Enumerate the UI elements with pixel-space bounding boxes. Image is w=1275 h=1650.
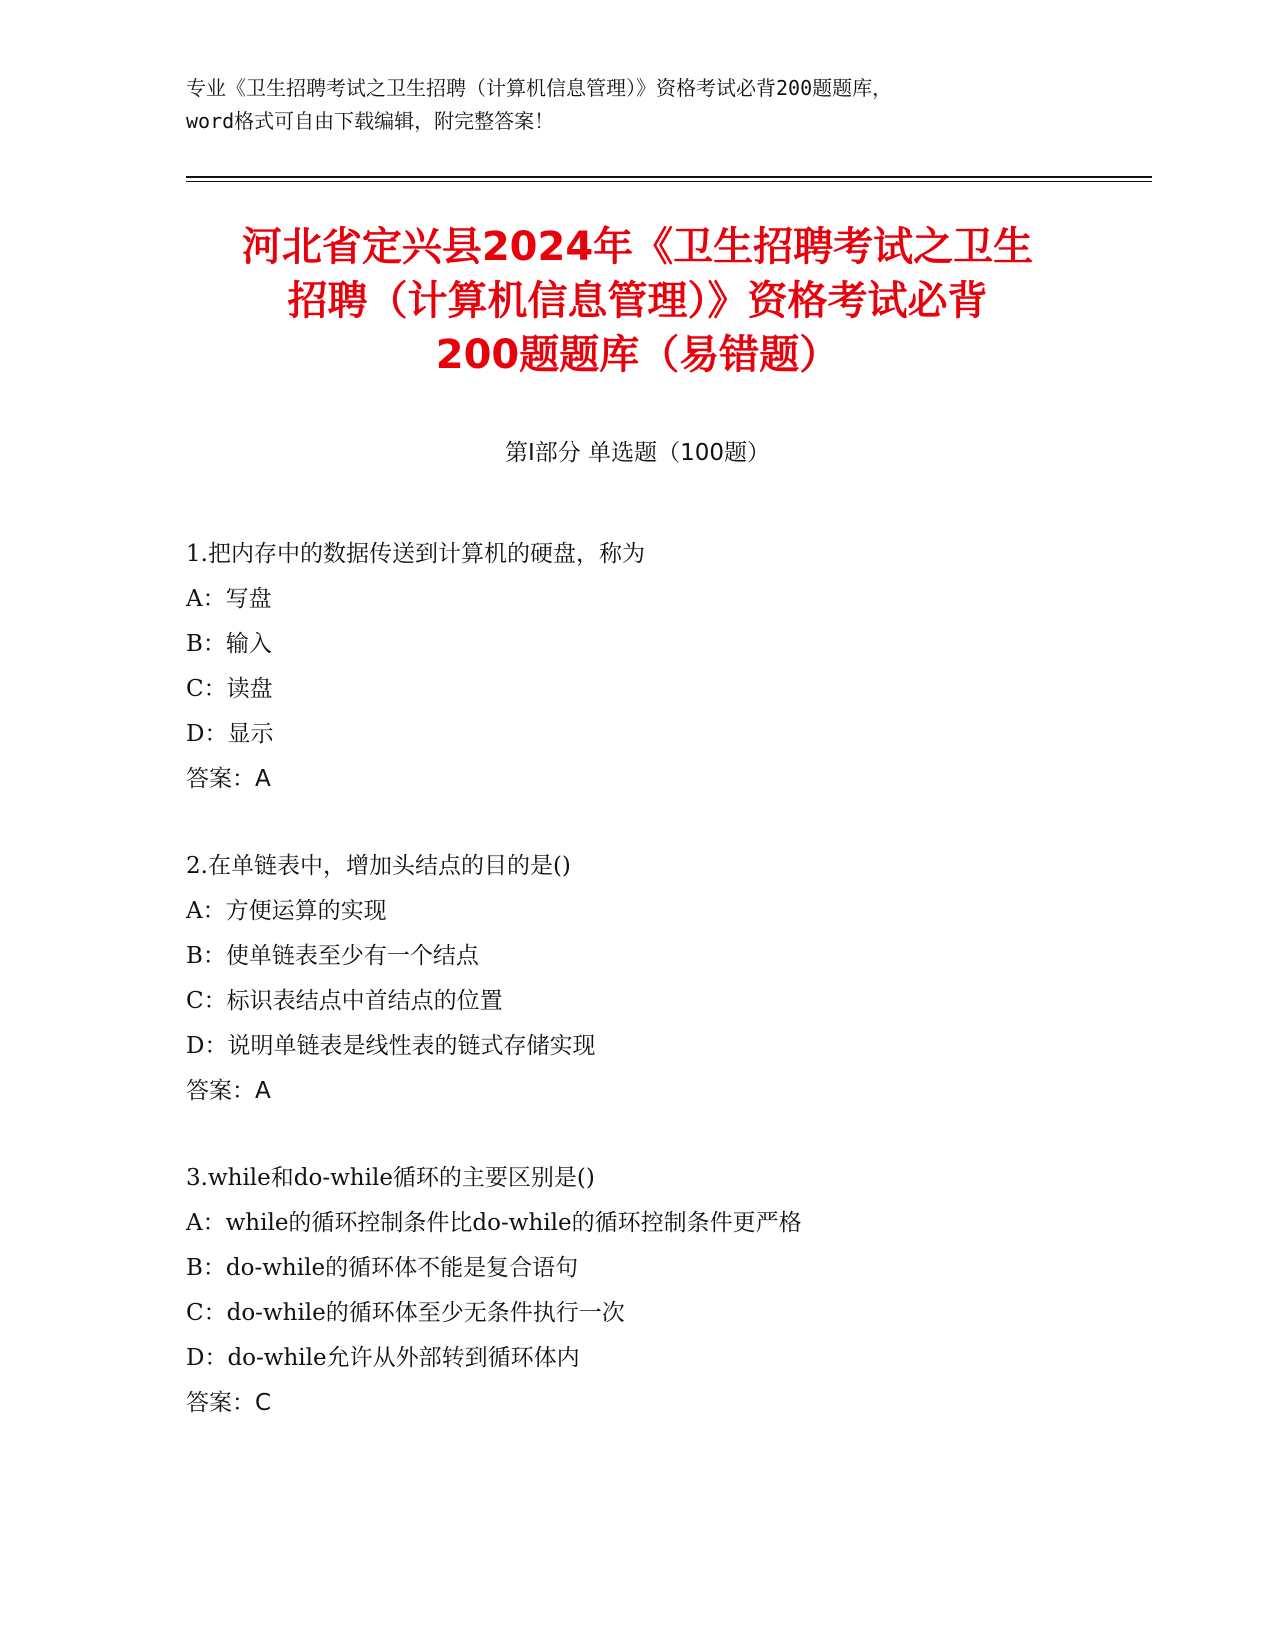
option-b: B：使单链表至少有一个结点 [186,943,479,969]
header-note-line-1: 专业《卫生招聘考试之卫生招聘（计算机信息管理）》资格考试必背200题题库， [186,76,893,100]
option-c: C：标识表结点中首结点的位置 [186,988,503,1014]
header-divider-thin [186,181,1152,182]
section-title: 第Ⅰ部分 单选题（100题） [505,440,770,466]
title-line-3: 200题题库（易错题） [435,332,840,378]
answer: 答案：A [186,1078,271,1104]
option-a: A：写盘 [186,586,272,612]
option-a: A：while的循环控制条件比do-while的循环控制条件更严格 [186,1210,802,1236]
option-c: C：do-while的循环体至少无条件执行一次 [186,1300,625,1326]
header-divider-thick [186,176,1152,178]
document-title [150,220,1125,382]
question-stem: 3.while和do-while循环的主要区别是() [186,1165,595,1191]
title-line-2: 招聘（计算机信息管理）》资格考试必背 [287,278,988,324]
header-note-line-2: word格式可自由下载编辑，附完整答案！ [186,109,555,133]
question-1 [186,532,1146,802]
question-3 [186,1156,1146,1426]
option-d: D：说明单链表是线性表的链式存储实现 [186,1033,596,1059]
question-2 [186,844,1146,1114]
option-d: D：do-while允许从外部转到循环体内 [186,1345,580,1371]
header-note [186,72,1086,138]
option-d: D：显示 [186,721,274,747]
option-c: C：读盘 [186,676,273,702]
answer: 答案：C [186,1390,272,1416]
answer: 答案：A [186,766,271,792]
question-stem: 2.在单链表中，增加头结点的目的是() [186,853,571,879]
option-a: A：方便运算的实现 [186,898,387,924]
option-b: B：do-while的循环体不能是复合语句 [186,1255,579,1281]
title-line-1: 河北省定兴县2024年《卫生招聘考试之卫生 [241,224,1034,270]
question-stem: 1.把内存中的数据传送到计算机的硬盘，称为 [186,541,645,567]
question-list [186,532,1146,1468]
option-b: B：输入 [186,631,272,657]
